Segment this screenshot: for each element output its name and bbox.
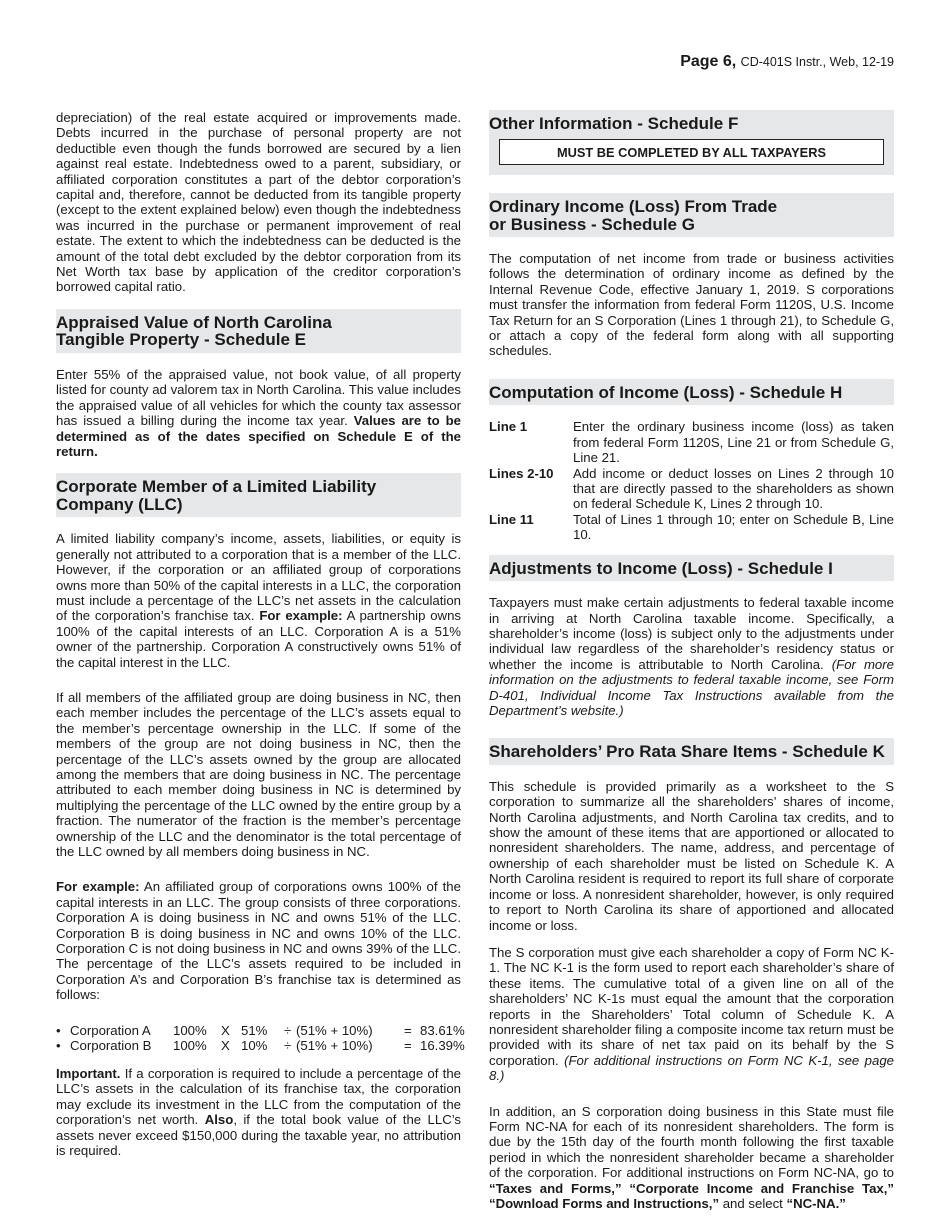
schedule-h-line-row — [489, 419, 894, 465]
form-code: CD-401S Instr., Web, 12-19 — [740, 55, 894, 69]
schedule-g-heading — [489, 193, 894, 237]
calc-sum: (51% + 10%) — [296, 1038, 373, 1054]
attribution-calculation-list — [56, 1022, 465, 1054]
calc-row-corporation-a — [56, 1022, 465, 1039]
real-estate-paragraph: depreciation) of the real estate acquired or improvements made. Debts incurred in the purchase of personal property are not deductible even though the funds borrowed are secured by a lien against real estate. Indebtedness owed to a parent, subsidiary, or affiliated corporation constitutes a part of the debtor corporation’s capital and, therefore, cannot be deducted from its tangible property (except to the extent explained below) even though the indebtedness was incurred in the purchase or permanent improvement of real estate. The extent to which the indebtedness can be deducted is the amount of the total debt excluded by the debtor corporation from its Net Worth tax base by application of the creditor corporation’s borrowed capital ratio. — [56, 110, 461, 295]
llc-p1-text-a: A limited liability company’s income, assets, liabilities, or equity is generally not attributed to a corporation that is a member of the LLC. However, if the corporation or an affiliated group of corporations owns more than 50% of the capital interests in a LLC, the corporation must include a percentage of the LLC’s net assets in the calculation of the corporation’s franchise tax. — [56, 531, 461, 624]
schedule-e-text: Enter 55% of the appraised value, not book value, of all property listed for county ad valorem tax in North Carolina. This value includes the appraised value of all vehicles for which the county tax assessor has issued a billing during the income tax year. — [56, 366, 461, 429]
schedule-i-heading — [489, 555, 894, 582]
calc-row-corporation-b — [56, 1038, 465, 1054]
calc-times: X — [221, 1022, 230, 1038]
llc-heading-line1: Corporate Member of a Limited Liability — [56, 477, 377, 497]
schedule-g-paragraph: The computation of net income from trade or business activities follows the determination of ordinary income as defined by the Internal Revenue Code, effective January 1, 2019. S corporations must transfer the information from federal Form 1120S, U.S. Income Tax Return for an S Corporation (Lines 1 through 21), to Schedule G, or attach a copy of the federal form along with all supporting schedules. — [489, 251, 894, 359]
llc-paragraph-1 — [56, 531, 461, 670]
nav-path-taxes-and-forms: “Taxes and Forms,” — [489, 1180, 622, 1196]
calc-part: 51% — [241, 1022, 268, 1038]
calc-divide: ÷ — [284, 1022, 292, 1038]
calc-bullet: • — [56, 1038, 61, 1054]
schedule-e-heading-line2: Tangible Property - Schedule E — [56, 330, 307, 350]
calc-sum: (51% + 10%) — [296, 1022, 373, 1038]
nav-path-nc-na: “NC-NA — [786, 1196, 836, 1211]
page-number: Page 6, — [680, 53, 737, 70]
schedule-h-line-row — [489, 466, 894, 512]
schedule-e-bold-text: Values are to be determined as of the dates specified on Schedule E of the return. — [56, 413, 461, 459]
calc-name: Corporation B — [70, 1038, 152, 1054]
line-label: Lines 2-10 — [489, 465, 554, 481]
schedule-k-paragraph-1: This schedule is provided primarily as a worksheet to the S corporation to summarize all the shareholders’ shares of income, North Carolina adjustments, and North Carolina tax credits, and to show the amount of these items that are apportioned or allocated to nonresident shareholders. The name, address, and percentage of ownership of each shareholder must be listed on Schedule K. A North Carolina resident is required to report its full share of corporate income or loss. A nonresident shareholder, however, is only required to report to North Carolina its share of apportioned and allocated income or loss. — [489, 778, 894, 933]
line-description: Add income or deduct losses on Lines 2 through 10 that are directly passed to the shareholders as shown on federal Schedule K, Lines 2 through 10. — [573, 465, 894, 512]
schedule-e-heading-line1: Appraised Value of North Carolina — [56, 312, 332, 332]
left-column — [56, 110, 465, 1170]
schedule-h-lines-table — [489, 419, 894, 542]
llc-p1-example-label: For example: — [259, 608, 343, 624]
calc-result: 16.39% — [420, 1038, 465, 1054]
llc-paragraph-3 — [56, 879, 461, 1002]
schedule-e-heading — [56, 309, 461, 353]
schedule-i-text: Taxpayers must make certain adjustments to federal taxable income in arriving at North Carolina taxable income. Specifically, a shareholder’s income (loss) is subject only to the adjustments under individual law regardless of the shareholder’s residency status or whether the income is attributable to North Carolina. — [489, 595, 894, 672]
schedule-g-heading-line2: or Business - Schedule G — [489, 214, 695, 234]
page-header — [680, 53, 894, 71]
calc-part: 10% — [241, 1038, 268, 1054]
and-select-text: and select — [719, 1196, 787, 1211]
line-label: Line 1 — [489, 419, 528, 435]
important-text-a: If a corporation is required to include a percentage of the LLC’s assets in the calculation of its franchise tax, the corporation may exclude its investment in the LLC from the computation of the corporation’s net worth. — [56, 1065, 461, 1128]
schedule-i-italic-note: (For more information on the adjustments to federal taxable income, see Form D-401, Individual Income Tax Instructions available from the Department’s website.) — [489, 656, 894, 718]
calc-name: Corporation A — [70, 1022, 151, 1038]
llc-paragraph-2: If all members of the affiliated group are doing business in NC, then each member includes the percentage of the LLC’s assets equal to the member’s percentage ownership in the LLC. If some of the members of the group are not doing business in NC, then the percentage of the LLC’s assets owned by the group are allocated among the members that are doing business in NC. The percentage attributed to each member doing business in NC is determined by multiplying the percentage of the LLC owned by the entire group by a fraction. The numerator of the fraction is the member’s percentage ownership of the LLC and the denominator is the total percentage of the LLC owned by all members doing business in NC. — [56, 689, 461, 860]
schedule-f-notice-box: MUST BE COMPLETED BY ALL TAXPAYERS — [499, 139, 884, 166]
schedule-k-p3-text: In addition, an S corporation doing business in this State must file Form NC-NA for each of its nonresident shareholders. The form is due by the 15th day of the fourth month following the first taxable period in which the nonresident shareholder became a shareholder of the corporation. For additional instructions on Form NC-NA, go to — [489, 1103, 894, 1181]
right-column — [489, 110, 894, 1223]
llc-p3-text: An affiliated group of corporations owns 100% of the capital interests in an LLC. The group consists of three corporations. Corporation A is doing business in NC and owns 51% of the LLC. Corporation B is doing business in NC and owns 10% of the LLC. Corporation C is not doing business in NC and owns 39% of the LLC. The percentage of the LLC’s assets required to be included in Corporation A’s and Corporation B’s franchise tax is determined as follows: — [56, 879, 461, 1003]
important-paragraph — [56, 1066, 461, 1158]
line-description: Total of Lines 1 through 10; enter on Schedule B, Line 10. — [573, 511, 894, 543]
nav-path-download-forms: “Download Forms and Instructions,” — [489, 1196, 720, 1211]
llc-heading — [56, 473, 461, 517]
schedule-g-heading-line1: Ordinary Income (Loss) From Trade — [489, 197, 778, 216]
llc-p3-example-label: For example: — [56, 879, 140, 895]
schedule-k-heading — [489, 738, 894, 765]
final-quote: .” — [835, 1196, 846, 1211]
schedule-k-paragraph-2 — [489, 945, 894, 1084]
calc-result: 83.61% — [420, 1022, 465, 1038]
schedule-k-p2-italic-note: (For additional instructions on Form NC K-1, see page 8.) — [489, 1052, 894, 1084]
schedule-e-paragraph — [56, 367, 461, 459]
llc-heading-line2: Company (LLC) — [56, 494, 183, 514]
schedule-h-heading — [489, 379, 894, 406]
line-label: Line 11 — [489, 511, 534, 527]
schedule-f-heading — [489, 110, 894, 175]
schedule-h-heading-text: Computation of Income (Loss) - Schedule H — [489, 382, 843, 402]
schedule-k-p2-text: The S corporation must give each shareholder a copy of Form NC K-1. The NC K-1 is the form used to report each shareholder’s share of these items. The cumulative total of a given line on all of the shareholders’ NC K-1s must equal the amount that the corporation reports in the Shareholders’ Total column of Schedule K. A nonresident shareholder filing a composite income tax return must be provided with its share of net tax paid on its behalf by the S corporation. — [489, 944, 894, 1068]
schedule-h-line-row — [489, 512, 894, 543]
important-text-b: , if the total book value of the LLC’s assets never exceed $150,000 during the taxable year, no attribution is required. — [56, 1112, 462, 1158]
calc-equals: = — [404, 1022, 412, 1038]
important-label: Important. — [56, 1065, 121, 1081]
calc-pct: 100% — [173, 1022, 207, 1038]
llc-p1-text-b: A partnership owns 100% of the capital interests of an LLC. Corporation A is a 51% owner of the partnership. Corporation A constructively owns 51% of the capital interest in the LLC. — [56, 608, 461, 670]
calc-divide: ÷ — [284, 1038, 292, 1054]
schedule-f-heading-text: Other Information - Schedule F — [489, 114, 739, 133]
schedule-i-heading-text: Adjustments to Income (Loss) - Schedule I — [489, 558, 833, 578]
calc-times: X — [221, 1038, 230, 1054]
nav-path-corporate-income: “Corporate Income and Franchise Tax,” — [629, 1180, 894, 1196]
also-label: Also — [204, 1112, 234, 1128]
schedule-k-heading-text: Shareholders’ Pro Rata Share Items - Schedule K — [489, 742, 885, 762]
schedule-k-paragraph-3 — [489, 1104, 894, 1212]
calc-bullet: • — [56, 1022, 61, 1038]
schedule-i-paragraph — [489, 595, 894, 718]
line-description: Enter the ordinary business income (loss) as taken from federal Form 1120S, Line 21 or from Schedule G, Line 21. — [573, 419, 894, 466]
calc-equals: = — [404, 1038, 412, 1054]
calc-pct: 100% — [173, 1038, 207, 1054]
